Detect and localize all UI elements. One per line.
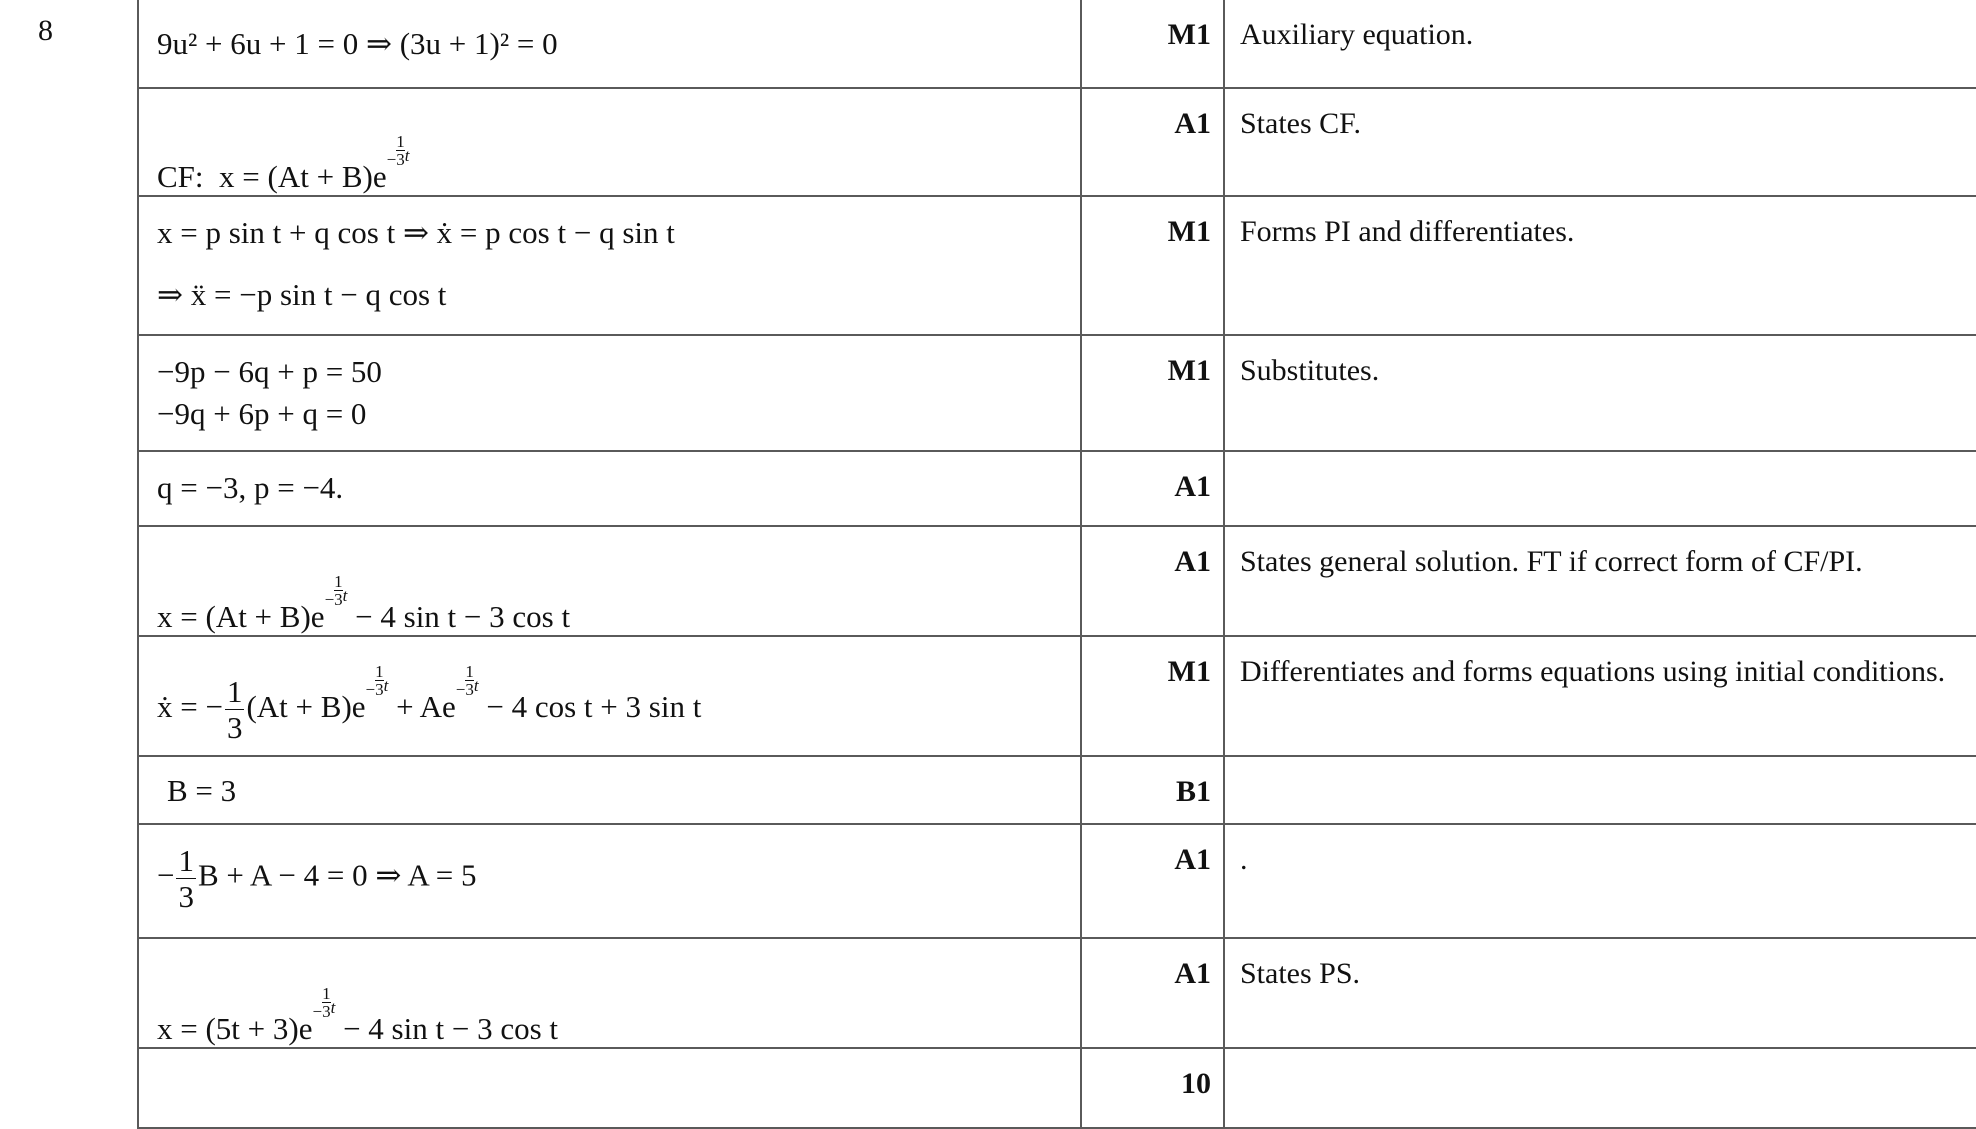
mark-cell <box>1081 335 1224 451</box>
table-row-total <box>138 1048 1976 1128</box>
fraction-denominator: 3 <box>178 879 194 914</box>
mark-label: M1 <box>1167 215 1211 248</box>
comment-cell <box>1224 636 1976 756</box>
mark-label: A1 <box>1174 843 1211 876</box>
comment-text: Substitutes. <box>1240 354 1380 387</box>
exp-sign: − <box>455 680 466 699</box>
mark-label: M1 <box>1167 18 1211 51</box>
table-row <box>138 824 1976 938</box>
mark-cell <box>1081 938 1224 1048</box>
exp-sign: − <box>324 590 335 609</box>
working-cell <box>138 88 1081 196</box>
question-number: 8 <box>38 14 53 47</box>
working-line-2: ⇒ ẍ = −p sin t − q cos t <box>157 277 447 312</box>
table-row <box>138 335 1976 451</box>
exponent-fraction <box>375 663 384 698</box>
working-cell <box>138 824 1081 938</box>
exp-numerator: 1 <box>322 984 331 1003</box>
table-row <box>138 0 1976 88</box>
comment-cell <box>1224 0 1976 88</box>
exponent-fraction <box>465 663 474 698</box>
exp-var: t <box>383 676 389 695</box>
mark-cell <box>1081 824 1224 938</box>
exponent-fraction <box>322 985 331 1020</box>
exp-numerator: 1 <box>465 662 474 681</box>
comment-cell <box>1224 824 1976 938</box>
exp-numerator: 1 <box>334 572 343 591</box>
exp-var: t <box>342 586 348 605</box>
working-cell <box>138 0 1081 88</box>
mark-label: B1 <box>1175 775 1211 808</box>
mark-cell <box>1081 451 1224 526</box>
working-text-b: − 4 sin t − 3 cos t <box>343 1011 559 1046</box>
table-row <box>138 938 1976 1048</box>
comment-text: States CF. <box>1240 107 1361 140</box>
working-text: q = −3, p = −4. <box>157 470 344 505</box>
exp-denominator: 3 <box>396 150 405 169</box>
table-row <box>138 88 1976 196</box>
exp-denominator: 3 <box>375 680 384 699</box>
comment-cell <box>1224 1048 1976 1128</box>
exp-numerator: 1 <box>375 662 384 681</box>
comment-text: States PS. <box>1240 957 1361 990</box>
working-text-a: x = (5t + 3)e <box>157 1011 313 1046</box>
comment-text: . <box>1240 843 1248 876</box>
exp-sign: − <box>386 150 397 169</box>
working-cell <box>138 756 1081 824</box>
total-marks: 10 <box>1181 1067 1211 1100</box>
mark-label: A1 <box>1174 957 1211 990</box>
table-row <box>138 196 1976 335</box>
working-text: 9u² + 6u + 1 = 0 ⇒ (3u + 1)² = 0 <box>157 26 558 61</box>
comment-cell <box>1224 451 1976 526</box>
mark-label: A1 <box>1174 470 1211 503</box>
mark-cell <box>1081 756 1224 824</box>
exp-sign: − <box>365 680 376 699</box>
mark-cell <box>1081 196 1224 335</box>
cf-prefix: CF: <box>157 159 204 194</box>
comment-cell <box>1224 335 1976 451</box>
comment-cell <box>1224 88 1976 196</box>
mark-cell <box>1081 526 1224 636</box>
mark-cell <box>1081 88 1224 196</box>
working-text: B = 3 <box>167 773 237 808</box>
working-text-a: − <box>157 857 175 893</box>
working-text-d: − 4 cos t + 3 sin t <box>486 689 702 724</box>
table-row <box>138 526 1976 636</box>
comment-cell <box>1224 196 1976 335</box>
mark-cell <box>1081 636 1224 756</box>
exp-sign: − <box>312 1002 323 1021</box>
exp-denominator: 3 <box>334 590 343 609</box>
fraction-numerator: 1 <box>178 843 194 878</box>
exp-var: t <box>473 676 479 695</box>
mark-cell <box>1081 0 1224 88</box>
comment-text: States general solution. FT if correct form of CF/PI. <box>1240 545 1863 578</box>
working-text-a: x = (At + B)e <box>157 599 325 634</box>
exp-var: t <box>330 998 336 1017</box>
working-text-a: ẋ = − <box>157 689 223 724</box>
working-line-2: −9q + 6p + q = 0 <box>157 396 367 431</box>
mark-label: A1 <box>1174 545 1211 578</box>
working-cell <box>138 938 1081 1048</box>
mark-label: M1 <box>1167 354 1211 387</box>
total-mark-cell <box>1081 1048 1224 1128</box>
table-row <box>138 636 1976 756</box>
working-cell <box>138 1048 1081 1128</box>
fraction-denominator: 3 <box>226 710 243 746</box>
working-text: x = (At + B)e <box>219 159 387 194</box>
comment-text: Differentiates and forms equations using initial conditions. <box>1240 655 1946 688</box>
exp-numerator: 1 <box>396 132 405 151</box>
comment-cell <box>1224 526 1976 636</box>
working-cell <box>138 636 1081 756</box>
table-row <box>138 451 1976 526</box>
fraction <box>176 845 196 912</box>
working-text-b: (At + B)e <box>246 689 366 724</box>
exp-denominator: 3 <box>322 1002 331 1021</box>
working-text-b: − 4 sin t − 3 cos t <box>355 599 571 634</box>
table-row <box>138 756 1976 824</box>
comment-text: Auxiliary equation. <box>1240 18 1474 51</box>
exp-denominator: 3 <box>465 680 474 699</box>
mark-label: A1 <box>1174 107 1211 140</box>
comment-cell <box>1224 938 1976 1048</box>
working-line-1: −9p − 6q + p = 50 <box>157 354 382 389</box>
mark-scheme-table <box>137 0 1976 1129</box>
working-cell <box>138 196 1081 335</box>
fraction-numerator: 1 <box>226 674 243 710</box>
working-cell <box>138 335 1081 451</box>
exponent-fraction <box>396 133 405 168</box>
working-cell <box>138 526 1081 636</box>
exponent-fraction <box>334 573 343 608</box>
mark-label: M1 <box>1167 655 1211 688</box>
working-text-b: B + A − 4 = 0 ⇒ A = 5 <box>197 857 477 893</box>
exp-var: t <box>404 146 410 165</box>
working-line-1: x = p sin t + q cos t ⇒ ẋ = p cos t − q sin t <box>157 215 675 250</box>
fraction <box>225 674 245 746</box>
comment-text: Forms PI and differentiates. <box>1240 215 1575 248</box>
working-cell <box>138 451 1081 526</box>
comment-cell <box>1224 756 1976 824</box>
working-text-c: + Ae <box>396 689 456 724</box>
